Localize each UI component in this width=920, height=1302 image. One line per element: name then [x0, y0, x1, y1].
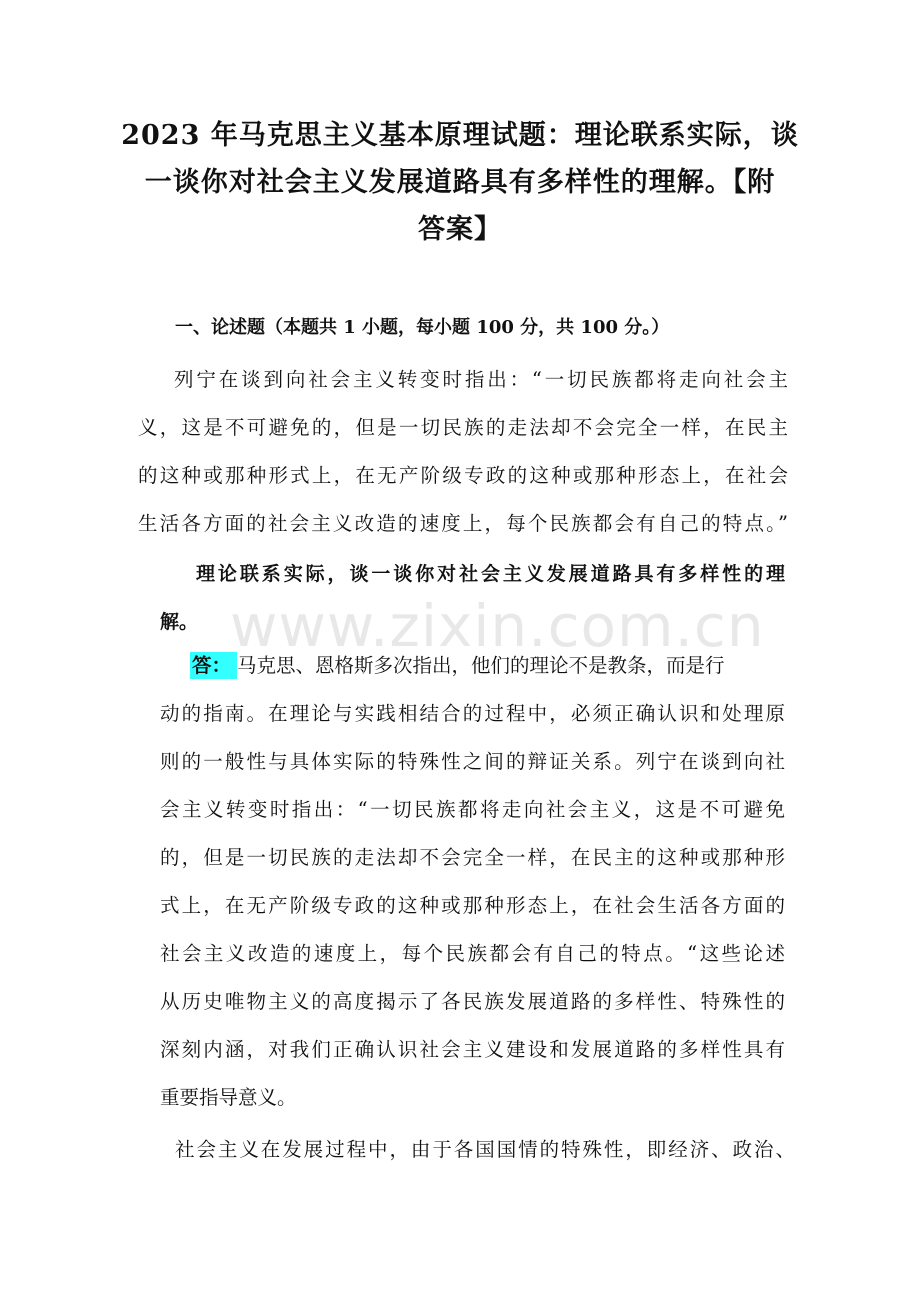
- social-paragraph: [175, 1126, 795, 1174]
- answer-line: 马克思、恩格斯多次指出，他们的理论不是教条，而是行: [237, 654, 725, 677]
- answer-line: 重要指导意义。: [160, 1086, 297, 1109]
- intro-line: 义，这是不可避免的，但是一切民族的走法却不会完全一样，在民主: [138, 416, 788, 439]
- answer-line: 会主义转变时指出：“一切民族都将走向社会主义，这是不可避免: [160, 798, 785, 821]
- title-line: 2023 年马克思主义基本原理试题：理论联系实际，谈: [121, 120, 799, 151]
- answer-line: 则的一般性与具体实际的特殊性之间的辩证关系。列宁在谈到向社: [160, 750, 785, 773]
- watermark: www.zixin.com.cn: [230, 592, 765, 660]
- intro-line: 列宁在谈到向社会主义转变时指出：“一切民族都将走向社会主: [174, 368, 788, 391]
- answer-line: 从历史唯物主义的高度揭示了各民族发展道路的多样性、特殊性的: [160, 990, 785, 1013]
- intro-paragraph: [138, 356, 788, 548]
- social-line: 社会主义在发展过程中，由于各国国情的特殊性，即经济、政治、: [175, 1138, 795, 1161]
- title-line: 一谈你对社会主义发展道路具有多样性的理解。【附: [144, 167, 776, 198]
- question-paragraph: [160, 550, 785, 646]
- answer-label: 答：: [190, 652, 237, 679]
- document-title: [120, 112, 800, 253]
- intro-line: 生活各方面的社会主义改造的速度上，每个民族都会有自己的特点。”: [138, 512, 788, 535]
- answer-line: 式上，在无产阶级专政的这种或那种形态上，在社会生活各方面的: [160, 894, 785, 917]
- intro-line: 的这种或那种形式上，在无产阶级专政的这种或那种形态上，在社会: [138, 464, 788, 487]
- answer-paragraph: [160, 642, 785, 1122]
- section-heading: 一、论述题（本题共 1 小题，每小题 100 分，共 100 分。）: [175, 317, 670, 338]
- answer-line: 深刻内涵，对我们正确认识社会主义建设和发展道路的多样性具有: [160, 1038, 785, 1061]
- answer-line: 动的指南。在理论与实践相结合的过程中，必须正确认识和处理原: [160, 702, 785, 725]
- question-line: 理论联系实际，谈一谈你对社会主义发展道路具有多样性的理: [196, 563, 785, 585]
- answer-line: 社会主义改造的速度上，每个民族都会有自己的特点。“这些论述: [160, 942, 785, 965]
- title-line: 答案】: [418, 214, 502, 245]
- answer-line: 的，但是一切民族的走法却不会完全一样，在民主的这种或那种形: [160, 846, 785, 869]
- question-line: 解。: [160, 611, 199, 633]
